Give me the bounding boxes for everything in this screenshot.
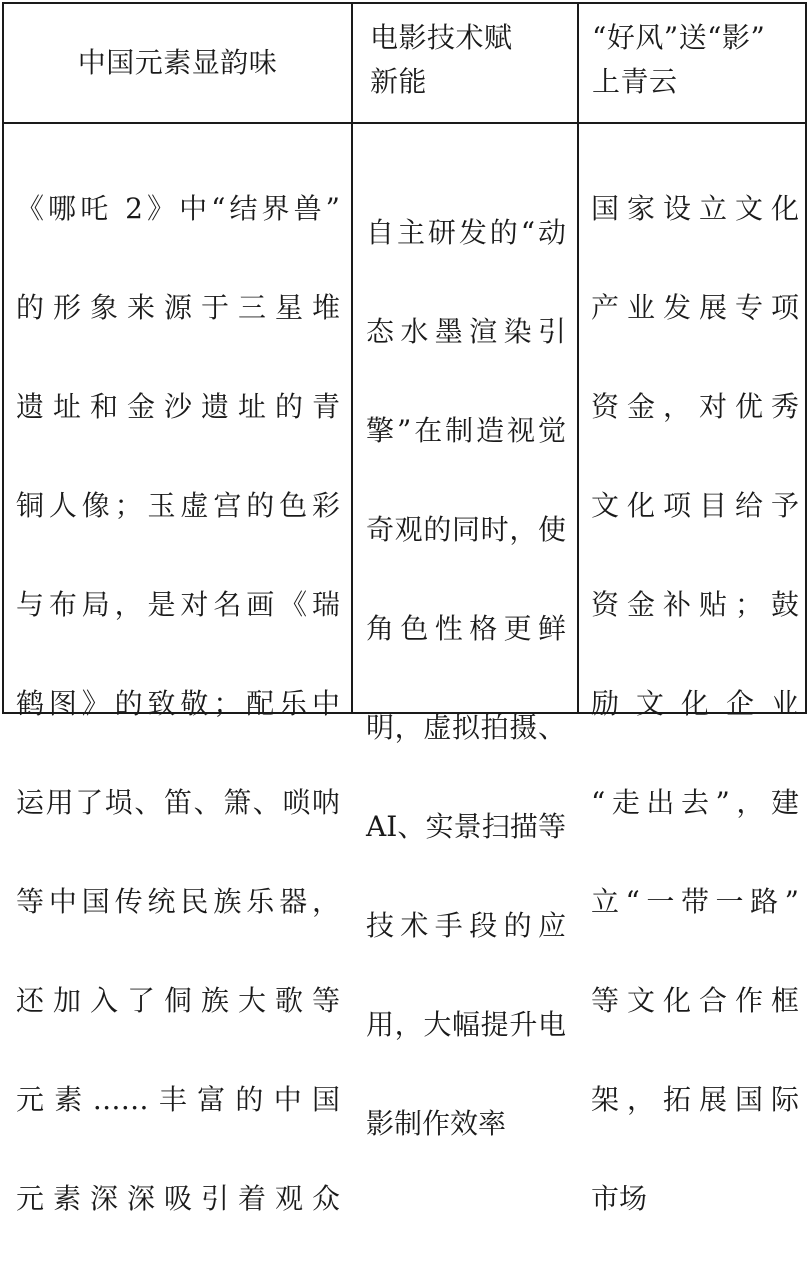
text-line: 元素……丰富的中国 [16, 1082, 340, 1116]
text-line: 态水墨渲染引 [366, 314, 566, 348]
text-line: 的形象来源于三星堆 [16, 290, 340, 324]
text-line: 文化项目给予 [591, 488, 799, 522]
text-line: 与布局，是对名画《瑞 [16, 587, 340, 621]
text-line: 擎”在制造视觉 [366, 413, 566, 447]
text-line: 影制作效率 [366, 1106, 507, 1140]
text-line: 资金补贴；鼓 [591, 587, 799, 621]
text-line: 明，虚拟拍摄、 [366, 710, 566, 744]
text-line: 国家设立文化 [591, 191, 799, 225]
column-divider-1 [351, 4, 353, 712]
text-line: 技术手段的应 [366, 908, 566, 942]
text-line: 用，大幅提升电 [366, 1007, 566, 1041]
text-line: 《哪吒 2》中“结界兽” [16, 191, 340, 225]
text-line: AI、实景扫描等 [366, 809, 566, 843]
text-line: 自主研发的“动 [366, 215, 566, 249]
column-divider-2 [577, 4, 579, 712]
text-line: 铜人像；玉虚宫的色彩 [16, 488, 340, 522]
text-line: 等中国传统民族乐器， [16, 884, 340, 918]
text-line: 遗址和金沙遗址的青 [16, 389, 340, 423]
header-divider [4, 122, 805, 124]
text-line: 角色性格更鲜 [366, 611, 566, 645]
text-line: 等文化合作框 [591, 983, 799, 1017]
header-chinese-elements: 中国元素显韵味 [77, 46, 278, 79]
header-policy-support: “好风”送“影” 上青云 [592, 21, 766, 98]
header-film-technology: 电影技术赋 新能 [370, 21, 513, 98]
text-line: 市场 [591, 1181, 648, 1215]
text-line: 立“一带一路” [591, 884, 799, 918]
text-line: 元素深深吸引着观众 [16, 1181, 340, 1215]
text-line: 架，拓展国际 [591, 1082, 799, 1116]
comparison-table [2, 2, 807, 1215]
text-line: 产业发展专项 [591, 290, 799, 324]
text-line: 奇观的同时，使 [366, 512, 566, 546]
text-line: 运用了埙、笛、箫、唢呐 [16, 785, 340, 819]
body-cell-policy-support [591, 134, 799, 1273]
body-cell-film-technology [366, 158, 566, 1198]
text-line: 资金，对优秀 [591, 389, 799, 423]
text-line: 鹤图》的致敬；配乐中 [16, 686, 340, 720]
body-cell-chinese-elements [16, 134, 340, 1273]
text-line: 励文化企业 [591, 686, 799, 720]
text-line: 还加入了侗族大歌等 [16, 983, 340, 1017]
text-line: “走出去”，建 [591, 785, 799, 819]
